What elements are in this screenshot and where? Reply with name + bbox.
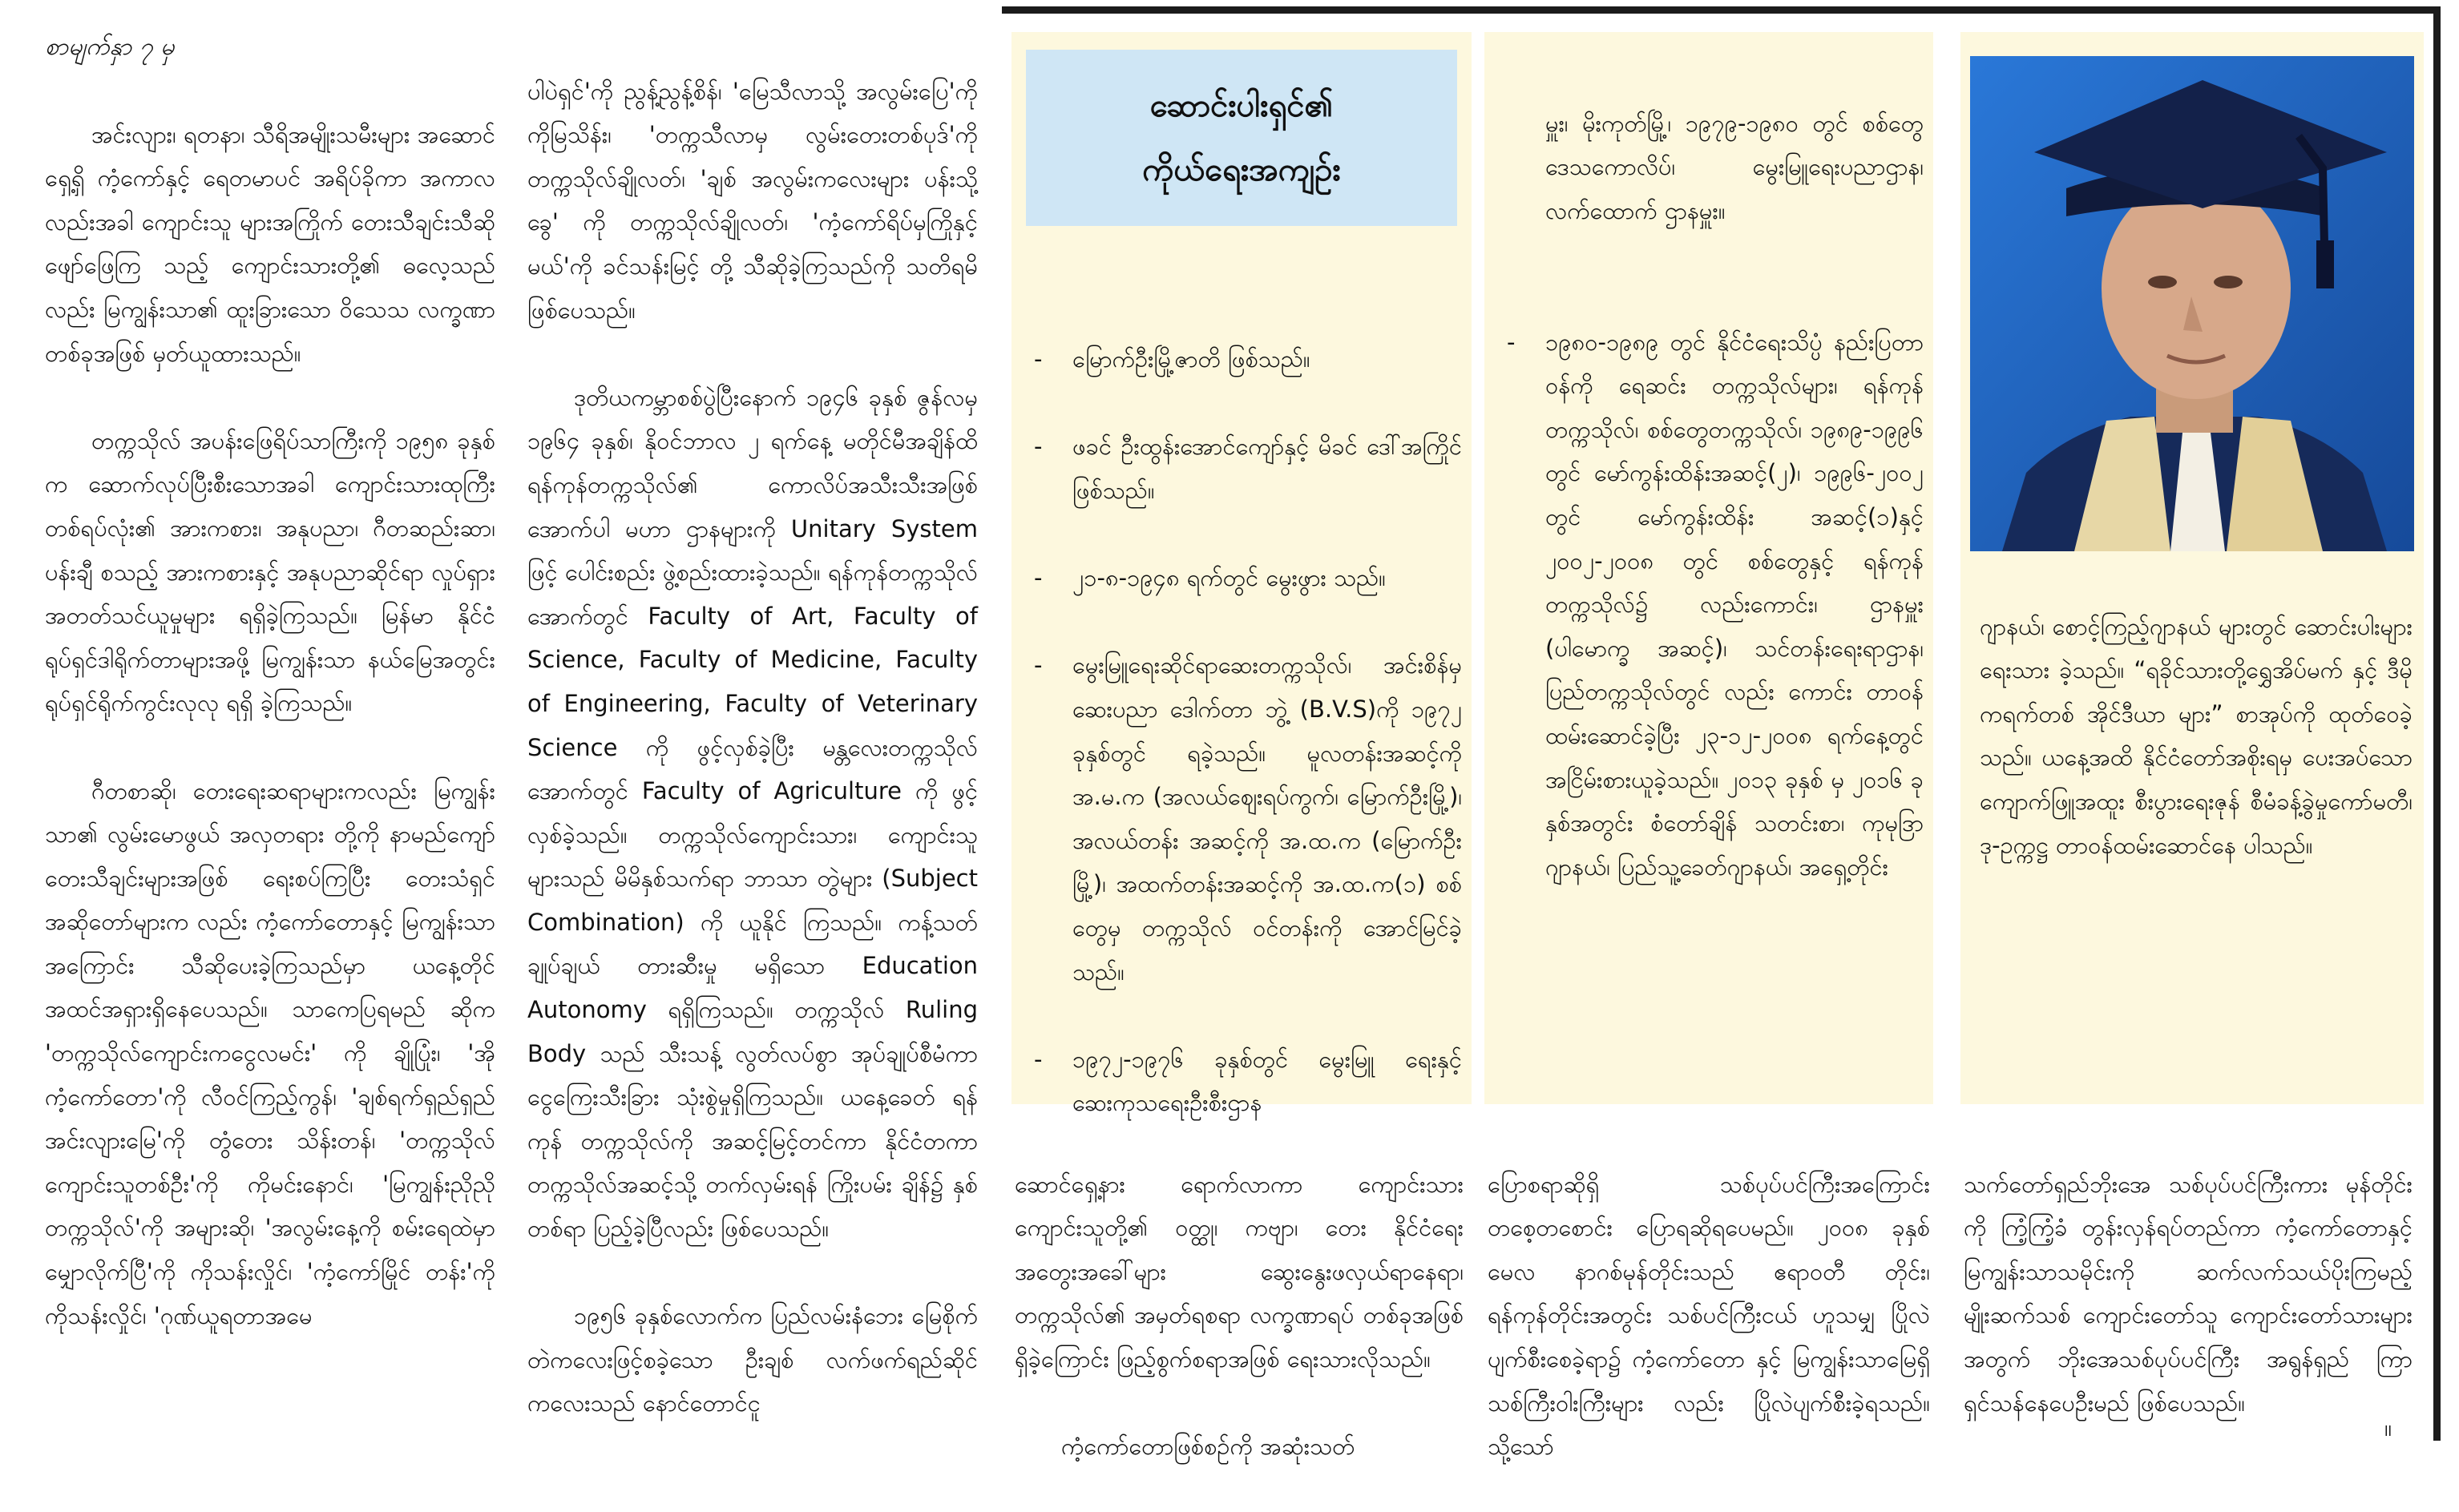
bio-title-line-2: ကိုယ်ရေးအကျဉ်း [1142,151,1341,188]
article-paragraph: ဆောင်ရှေ့နား ရောက်လာကာ ကျောင်းသား ကျောင်းသူတို့၏ ဝတ္ထု၊ ကဗျာ၊ တေး နိုင်ငံရေး အတွေးအခေါ်များ ဆွေးနွေးဖလှယ်ရာနေရာ၊ တက္ကသိုလ်၏ အမှတ်ရစရာ လက္ခဏာရပ် တစ်ခုအဖြစ်ရှိခဲ့ကြောင်း ဖြည့်စွက်စရာအဖြစ် ရေးသားလိုသည်။ [1015,1170,1464,1373]
bio-list [1496,276,1924,933]
article-paragraph: ပါပဲရှင်'ကို ညွန့်ညွန့်စိန်၊ 'မြေသီလာသို့ အလွမ်းပြေ'ကို ကိုမြသိန်း၊ 'တက္ကသီလာမှ လွမ်းတေးတစ်ပုဒ်'ကို တက္ကသိုလ်ချိုလတ်၊ 'ချစ် အလွမ်းကလေးများ ပန်းသို့ခွေ' ကို တက္ကသိုလ်ချိုလတ်၊ 'ကံ့ကော်ရိပ်မှကြိုနှင့် မယ်'ကို ခင်သန်းမြင့် တို့ သီဆိုခဲ့ကြသည်ကို သတိရမိဖြစ်ပေသည်။ [527,77,978,324]
bio-column-2 [1496,58,1924,1099]
right-border-rule [2433,6,2441,1441]
article-column-5 [1964,1119,2413,1463]
bio-list [1023,294,1462,1169]
article-paragraph: ၁၉၅၆ ခုနှစ်လောက်က ပြည်လမ်းနံဘေး မြေစိုက်တဲကလေးဖြင့်စခဲ့သော ဦးချစ် လက်ဖက်ရည်ဆိုင်ကလေးသည် နောင်တောင်ငူ [527,1302,978,1417]
article-column-2 [527,26,978,1463]
top-border-rule [1002,6,2441,14]
bio-title-line-1: ဆောင်းပါးရှင်၏ [1149,87,1334,124]
article-paragraph: သက်တော်ရှည်ဘိုးအေ သစ်ပုပ်ပင်ကြီးကား မုန်တိုင်းကို ကြံ့ကြံ့ခံ တွန်းလှန်ရပ်တည်ကာ ကံ့ကော်တောနှင့် မြကျွန်းသာသမိုင်းကို ဆက်လက်သယ်ပိုးကြမည့် မျိုးဆက်သစ် ကျောင်းတော်သူ ကျောင်းတော်သားများ အတွက် ဘိုးအေသစ်ပုပ်ပင်ကြီး အရွန်ရှည် ကြာ ရှင်သန်နေပေဦးမည် ဖြစ်ပေသည်။ [1964,1170,2413,1417]
bio-item: - မြောက်ဦးမြို့ဇာတိ ဖြစ်သည်။ [1023,337,1462,381]
article-paragraph: ပြောစရာဆိုရှိ သစ်ပုပ်ပင်ကြီးအကြောင်း တစေ့တစောင်း ပြောရဆိုရပေမည်။ ၂၀၀၈ ခုနှစ် မေလ နာဂစ်မုန်တိုင်းသည် ဧရာဝတီ တိုင်း၊ ရန်ကုန်တိုင်းအတွင်း သစ်ပင်ကြီးငယ် ဟူသမျှ ပြိုလဲပျက်စီးစေခဲ့ရာ၌ ကံ့ကော်တော နှင့် မြကျွန်းသာမြေရှိ သစ်ကြီးဝါးကြီးများ လည်း ပြိုလဲပျက်စီးခဲ့ရသည်။ သို့သော် [1488,1170,1930,1461]
article-paragraph: ကံ့ကော်တောဖြစ်စဉ်ကို အဆုံးသတ် [1061,1433,1355,1461]
article-paragraph: ဂီတစာဆို၊ တေးရေးဆရာများကလည်း မြကျွန်းသာ၏ လွမ်းမောဖွယ် အလှတရား တို့ကို နာမည်ကျော်တေးသီချင်းများအဖြစ် ရေးစပ်ကြပြီး တေးသံရှင်အဆိုတော်များက လည်း ကံ့ကော်တောနှင့် မြကျွန်းသာ အကြောင်း သီဆိုပေးခဲ့ကြသည်မှာ ယနေ့တိုင် အထင်အရှားရှိနေပေသည်။ သာကေပြရမည် ဆိုက 'တက္ကသိုလ်ကျောင်းကငွေလမင်း' ကို ချိုပြုံး၊ 'အိုကံ့ကော်တော'ကို လီဝင်ကြည့်ကွန်၊ 'ချစ်ရက်ရှည်ရှည်အင်းလျားမြေ'ကို တွံတေး သိန်းတန်၊ 'တက္ကသိုလ်ကျောင်းသူတစ်ဦး'ကို ကိုမင်းနောင်၊ 'မြကျွန်းညိုညိုတက္ကသိုလ်'ကို အများဆို၊ 'အလွမ်းနေ့ကို စမ်းရေထဲမှာ မျှောလိုက်ပြီ'ကို ကိုသန်းလှိုင်၊ 'ကံ့ကော်မြိုင် တန်း'ကို ကိုသန်းလှိုင်၊ 'ဂုဏ်ယူရတာအမေ [45,776,495,1329]
bio-item: - ဖခင် ဦးထွန်းအောင်ကျော်နှင့် မိခင် ဒေါ်အကြိုင် ဖြစ်သည်။ [1023,425,1462,512]
article-paragraph: အင်းလျား၊ ရတနာ၊ သီရိအမျိုးသမီးများ အဆောင်ရှေ့ရှိ ကံ့ကော်နှင့် ရေတမာပင် အရိပ်ခိုကာ အကာလလည်းအခါ ကျောင်းသူ များအကြိုက် တေးသီချင်းသီဆိုဖျော်ဖြေကြ သည့် ကျောင်းသားတို့၏ ဓလေ့သည်လည်း မြကျွန်းသာ၏ ထူးခြားသော ဝိသေသ လက္ခဏာတစ်ခုအဖြစ် မှတ်ယူထားသည်။ [45,120,495,367]
article-column-1 [45,69,495,1463]
bio-item-continued: မှူး၊ မိုးကုတ်မြို့၊ ၁၉၇၉-၁၉၈၀ တွင် စစ်တွေဒေသကောလိပ်၊ မွေးမြူရေးပညာဌာန၊ လက်ထောက် ဌာနမှူး။ [1545,109,1924,224]
bio-item-continued: ဂျာနယ်၊ စောင့်ကြည့်ဂျာနယ် များတွင် ဆောင်းပါးများ ရေးသား ခဲ့သည်။ “ရခိုင်သားတို့ရွှေအိပ်မက် နှင့် ဒီမိုကရက်တစ် အိုင်ဒီယာ များ” စာအုပ်ကို ထုတ်ဝေခဲ့သည်။ ယနေ့အထိ နိုင်ငံတော်အစိုးရမှ ပေးအပ်သော ကျောက်ဖြူအထူး စီးပွားရေးဇုန် စီမံခန့်ခွဲမှုကော်မတီ၊ ဒု-ဥက္ကဋ္ဌ တာဝန်ထမ်းဆောင်နေ ပါသည်။ [1980,612,2413,859]
bio-column-3 [1980,561,2413,1099]
article-end-mark: ။ [2384,1414,2392,1442]
bio-item: - ၁၉၈၀-၁၉၈၉ တွင် နိုင်ငံရေးသိပ္ပံ နည်းပြတာဝန်ကို ရေဆင်း တက္ကသိုလ်များ၊ ရန်ကုန်တက္ကသိုလ်၊ စစ်တွေတက္ကသိုလ်၊ ၁၉၈၉-၁၉၉၆ တွင် မော်ကွန်းထိန်းအဆင့်(၂)၊ ၁၉၉၆-၂၀၀၂ တွင် မော်ကွန်းထိန်း အဆင့်(၁)နှင့် ၂၀၀၂-၂၀၀၈ တွင် စစ်တွေနှင့် ရန်ကုန် တက္ကသိုလ်၌ လည်းကောင်း၊ ဌာနမှူး (ပါမောက္ခ အဆင့်)၊ သင်တန်းရေးရာဌာန၊ ပြည်တက္ကသိုလ်တွင် လည်း ကောင်း တာဝန်ထမ်းဆောင်ခဲ့ပြီး ၂၃-၁၂-၂၀၀၈ ရက်နေ့တွင် အငြိမ်းစားယူခဲ့သည်။ ၂၀၁၃ ခုနှစ် မှ ၂၀၁၆ ခုနှစ်အတွင်း စံတော်ချိန် သတင်းစာ၊ ကုမုဒြာဂျာနယ်၊ ပြည်သူ့ခေတ်ဂျာနယ်၊ အရှေ့တိုင်း [1496,321,1924,889]
article-column-3 [1015,1119,1464,1463]
bio-item: - ၁၉၇၂-၁၉၇၆ ခုနှစ်တွင် မွေးမြူ ရေးနှင့် ဆေးကုသရေးဦးစီးဌာန [1023,1038,1462,1125]
bio-box-title [1026,50,1457,226]
bio-column-1 [1023,250,1462,1117]
article-paragraph: ဒုတိယကမ္ဘာစစ်ပွဲပြီးနောက် ၁၉၄၆ ခုနှစ် ဇွန်လမှ ၁၉၆၄ ခုနှစ်၊ နိုဝင်ဘာလ ၂ ရက်နေ့ မတိုင်မီအချိန်ထိ ရန်ကုန်တက္ကသိုလ်၏ ကောလိပ်အသီးသီးအဖြစ် အောက်ပါ မဟာ ဌာနများကို Unitary System ဖြင့် ပေါင်းစည်း ဖွဲ့စည်းထားခဲ့သည်။ ရန်ကုန်တက္ကသိုလ် အောက်တွင် Faculty of Art, Faculty of Science, Faculty of Medicine, Faculty of Engineering, Faculty of Veterinary Science ကို ဖွင့်လှစ်ခဲ့ပြီး မန္တလေးတက္ကသိုလ် အောက်တွင် Faculty of Agriculture ကို ဖွင့်လှစ်ခဲ့သည်။ တက္ကသိုလ်ကျောင်းသား၊ ကျောင်းသူများသည် မိမိနှစ်သက်ရာ ဘာသာ တွဲများ (Subject Combination) ကို ယူနိုင် ကြသည်။ ကန့်သတ်ချုပ်ချယ် တားဆီးမှု မရှိသော Education Autonomy ရရှိကြသည်။ တက္ကသိုလ် Ruling Body သည် သီးသန့် လွတ်လပ်စွာ အုပ်ချုပ်စီမံကာ ငွေကြေးသီးခြား သုံးစွဲမှုရှိကြသည်။ ယနေ့ခေတ် ရန်ကုန် တက္ကသိုလ်ကို အဆင့်မြင့်တင်ကာ နိုင်ငံတကာ တက္ကသိုလ်အဆင့်သို့ တက်လှမ်းရန် ကြိုးပမ်း ချိန်၌ နှစ်တစ်ရာ ပြည့်ခဲ့ပြီလည်း ဖြစ်ပေသည်။ [527,383,978,1243]
author-portrait-photo [1970,56,2414,551]
continuation-reference: စာမျက်နှာ ၇ မှ [45,33,175,61]
bio-item: - မွေးမြူရေးဆိုင်ရာဆေးတက္ကသိုလ်၊ အင်းစိန်မှ ဆေးပညာ ဒေါက်တာ ဘွဲ့ (B.V.S)ကို ၁၉၇၂ ခုနှစ်တွင် ရခဲ့သည်။ မူလတန်းအဆင့်ကို အ.မ.က (အလယ်ဈေးရပ်ကွက်၊ မြောက်ဦးမြို့)၊ အလယ်တန်း အဆင့်ကို အ.ထ.က (မြောက်ဦး မြို့)၊ အထက်တန်းအဆင့်ကို အ.ထ.က(၁) စစ်တွေမှ တက္ကသိုလ် ဝင်တန်းကို အောင်မြင်ခဲ့သည်။ [1023,643,1462,994]
portrait-illustration [1970,56,2414,551]
bio-item: - ၂၁-၈-၁၉၄၈ ရက်တွင် မွေးဖွား သည်။ [1023,556,1462,600]
article-column-4 [1488,1119,1930,1463]
article-paragraph: တက္ကသိုလ် အပန်းဖြေရိပ်သာကြီးကို ၁၉၅၈ ခုနှစ်က ဆောက်လုပ်ပြီးစီးသောအခါ ကျောင်းသားထုကြီးတစ်ရပ်လုံး၏ အားကစား၊ အနုပညာ၊ ဂီတဆည်းဆာ၊ ပန်းချီ စသည့် အားကစားနှင့် အနုပညာဆိုင်ရာ လှုပ်ရှား အတတ်သင်ယူမှုများ ရရှိခဲ့ကြသည်။ မြန်မာ နိုင်ငံ ရုပ်ရှင်ဒါရိုက်တာများအဖို့ မြကျွန်းသာ နယ်မြေအတွင်း ရုပ်ရှင်ရိုက်ကွင်းလုလု ရရှိ ခဲ့ကြသည်။ [45,426,495,717]
